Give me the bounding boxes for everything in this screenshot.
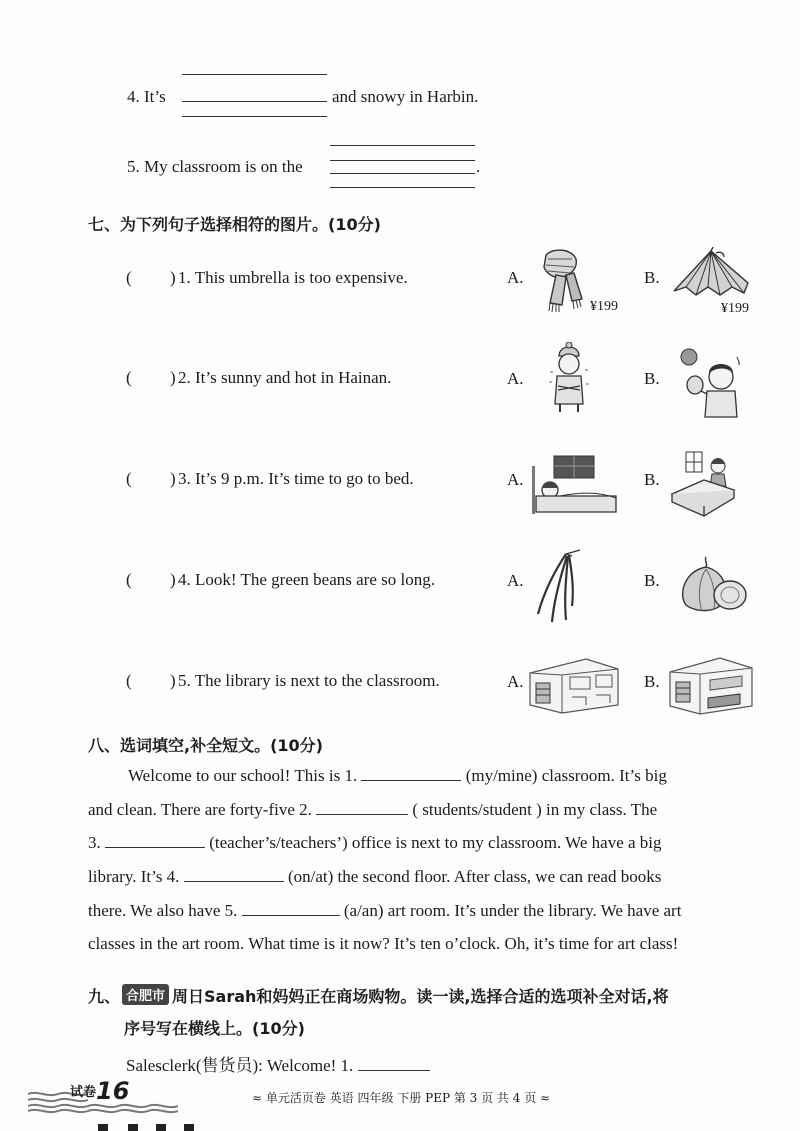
blank-2[interactable] — [316, 800, 408, 815]
q4-suffix: and snowy in Harbin. — [332, 87, 479, 106]
passage-line-5-b: (a/an) art room. It’s under the library. We have art — [343, 901, 682, 920]
blank-1[interactable] — [361, 766, 461, 781]
sleeping-child-icon[interactable] — [530, 452, 620, 516]
price-a-1: ¥199 — [590, 299, 618, 314]
passage-line-4-a: library. It’s 4. — [88, 867, 180, 886]
part9-heading-line-2: 序号写在横线上。(10分) — [124, 1019, 305, 1038]
passage-line-1-a: Welcome to our school! This is 1. — [128, 766, 358, 785]
sentence-3: 3. It’s 9 p.m. It’s time to go to bed. — [178, 469, 414, 488]
q5-period: . — [476, 157, 481, 176]
paren-close: ) — [170, 570, 176, 589]
paren-open: ( — [126, 368, 132, 387]
dialog-line-1 — [126, 1051, 430, 1076]
blank-4[interactable] — [184, 867, 284, 882]
paren-open: ( — [126, 671, 132, 690]
part9-heading — [88, 984, 669, 1007]
paren-open: ( — [126, 570, 132, 589]
paren-close: ) — [170, 268, 176, 287]
part9-number: 九、 — [88, 987, 121, 1006]
passage-line-5-a: there. We also have 5. — [88, 901, 238, 920]
option-a-label[interactable]: A. — [507, 369, 524, 388]
paren-open: ( — [126, 268, 132, 287]
binding-mark — [128, 1124, 138, 1131]
q4-answer-line[interactable] — [182, 101, 327, 102]
passage-line-1-b: (my/mine) classroom. It’s big — [465, 766, 667, 785]
option-a-label[interactable]: A. — [507, 571, 524, 590]
child-on-bed-icon[interactable] — [668, 450, 738, 520]
q5-answer-line[interactable] — [330, 173, 475, 174]
passage-line-5 — [88, 901, 768, 921]
passage-line-6 — [88, 934, 768, 954]
q4-guide-line-top — [182, 74, 327, 75]
option-a-label[interactable]: A. — [507, 268, 524, 287]
binding-mark — [156, 1124, 166, 1131]
green-beans-icon[interactable] — [536, 548, 588, 624]
option-b-label[interactable]: B. — [644, 672, 660, 691]
option-b-label[interactable]: B. — [644, 369, 660, 388]
q5-guide-line-top — [330, 145, 475, 146]
passage-line-4 — [88, 867, 768, 887]
q5-prefix: 5. My classroom is on the — [127, 157, 303, 176]
onion-icon[interactable] — [676, 555, 748, 613]
passage-line-3-a: 3. — [88, 833, 101, 852]
passage-line-3 — [88, 833, 768, 853]
cold-child-icon[interactable] — [548, 342, 590, 414]
part7-heading: 七、为下列句子选择相符的图片。(10分) — [88, 215, 381, 234]
blank-5[interactable] — [242, 901, 340, 916]
scarf-icon[interactable] — [532, 245, 590, 313]
option-b-label[interactable]: B. — [644, 571, 660, 590]
binding-mark — [98, 1124, 108, 1131]
art-room-icon[interactable] — [666, 650, 754, 716]
passage-line-1 — [128, 766, 768, 786]
passage-line-2-a: and clean. There are forty-five 2. — [88, 800, 312, 819]
price-b-1: ¥199 — [721, 301, 749, 316]
binding-mark — [184, 1124, 194, 1131]
q5-guide-line-bottom — [330, 187, 475, 188]
passage-line-4-b: (on/at) the second floor. After class, we can read books — [287, 867, 662, 886]
footer-page-tag — [70, 1077, 129, 1105]
passage-line-2-b: ( students/student ) in my class. The — [412, 800, 658, 819]
sentence-1: 1. This umbrella is too expensive. — [178, 268, 408, 287]
dialog-blank-1[interactable] — [358, 1056, 430, 1071]
option-b-label[interactable]: B. — [644, 470, 660, 489]
paren-close: ) — [170, 368, 176, 387]
part8-heading: 八、选词填空,补全短文。(10分) — [88, 736, 323, 755]
q5-guide-line-mid — [330, 160, 475, 161]
part9-heading-line-1: 周日Sarah和妈妈正在商场购物。读一读,选择合适的选项补全对话,将 — [172, 987, 669, 1006]
option-b-label[interactable]: B. — [644, 268, 660, 287]
footer-label: 试卷 — [70, 1085, 97, 1100]
paren-open: ( — [126, 469, 132, 488]
paren-close: ) — [170, 469, 176, 488]
footer-info: ≈ 单元活页卷 英语 四年级 下册 PEP 第 3 页 共 4 页 ≈ — [252, 1091, 551, 1105]
sentence-4: 4. Look! The green beans are so long. — [178, 570, 435, 589]
paren-close: ) — [170, 671, 176, 690]
passage-line-2 — [88, 800, 768, 820]
library-room-icon[interactable] — [526, 653, 620, 715]
dialog-text-1: Salesclerk(售货员): Welcome! 1. — [126, 1056, 354, 1075]
sentence-2: 2. It’s sunny and hot in Hainan. — [178, 368, 392, 387]
option-a-label[interactable]: A. — [507, 672, 524, 691]
q4-prefix: 4. It’s — [127, 87, 166, 106]
umbrella-icon[interactable] — [668, 247, 754, 303]
hot-child-icon[interactable] — [677, 345, 747, 421]
sentence-5: 5. The library is next to the classroom. — [178, 671, 440, 690]
option-a-label[interactable]: A. — [507, 470, 524, 489]
q4-guide-line-bottom — [182, 116, 327, 117]
blank-3[interactable] — [105, 833, 205, 848]
footer-page-number: 16 — [96, 1077, 130, 1105]
region-badge: 合肥市 — [122, 984, 169, 1005]
passage-line-6-a: classes in the art room. What time is it now? It’s ten o’clock. Oh, it’s time for art class! — [88, 934, 679, 953]
passage-line-3-b: (teacher’s/teachers’) office is next to my classroom. We have a big — [209, 833, 662, 852]
